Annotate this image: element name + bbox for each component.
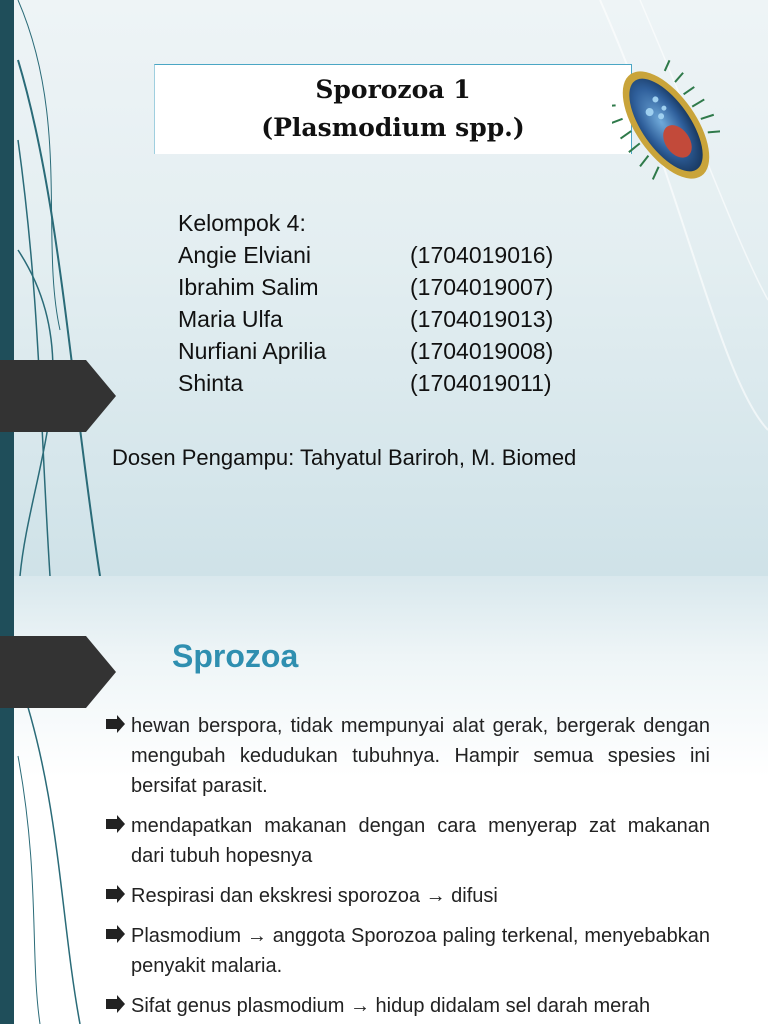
arrow-bullet-icon [104, 884, 126, 904]
member-row [178, 271, 598, 303]
group-label: Kelompok 4: [178, 210, 306, 236]
bullet-text: Respirasi dan ekskresi sporozoa → difusi [131, 885, 498, 907]
arrow-bullet-icon [104, 994, 126, 1014]
bullet-text: hewan berspora, tidak mempunyai alat gerak, bergerak dengan mengubah kedudukan tubuhnya. Hampir semua spesies ini bersifat parasit. [131, 715, 710, 797]
sporozoa-illustration-icon [612, 50, 720, 200]
member-row [178, 335, 598, 367]
list-item [104, 881, 710, 911]
arrow-bullet-icon [104, 814, 126, 834]
group-members [178, 207, 598, 399]
slide-heading: Sprozoa [172, 638, 299, 674]
member-name: Nurfiani Aprilia [178, 338, 327, 364]
member-row [178, 367, 598, 399]
title-line-2: (Plasmodium spp.) [261, 113, 525, 142]
arrow-bullet-icon [104, 924, 126, 944]
title-box [154, 64, 632, 154]
bullet-list [104, 711, 710, 1024]
list-item [104, 921, 710, 981]
member-id: (1704019013) [410, 306, 554, 332]
lecturer-text: Dosen Pengampu: Tahyatul Bariroh, M. Biomed [112, 445, 577, 470]
bullet-text: Sifat genus plasmodium → hidup didalam sel darah merah [131, 995, 651, 1017]
bullet-text: mendapatkan makanan dengan cara menyerap zat makanan dari tubuh hopesnya [131, 815, 710, 867]
bullet-text: Plasmodium → anggota Sporozoa paling terkenal, menyebabkan penyakit malaria. [131, 925, 710, 977]
member-id: (1704019016) [410, 242, 554, 268]
member-name: Maria Ulfa [178, 306, 283, 332]
list-item [104, 811, 710, 871]
content-slide [0, 576, 768, 1024]
member-row [178, 239, 598, 271]
member-id: (1704019011) [410, 370, 552, 396]
member-row [178, 303, 598, 335]
list-item [104, 711, 710, 801]
member-name: Angie Elviani [178, 242, 311, 268]
arrow-tab [0, 636, 116, 708]
member-name: Ibrahim Salim [178, 274, 319, 300]
list-item [104, 991, 710, 1021]
member-name: Shinta [178, 370, 244, 396]
member-id: (1704019007) [410, 274, 554, 300]
arrow-tab [0, 360, 116, 432]
left-accent-bar [0, 0, 14, 576]
title-line-1: Sporozoa 1 [315, 75, 471, 104]
arrow-bullet-icon [104, 714, 126, 734]
member-id: (1704019008) [410, 338, 554, 364]
